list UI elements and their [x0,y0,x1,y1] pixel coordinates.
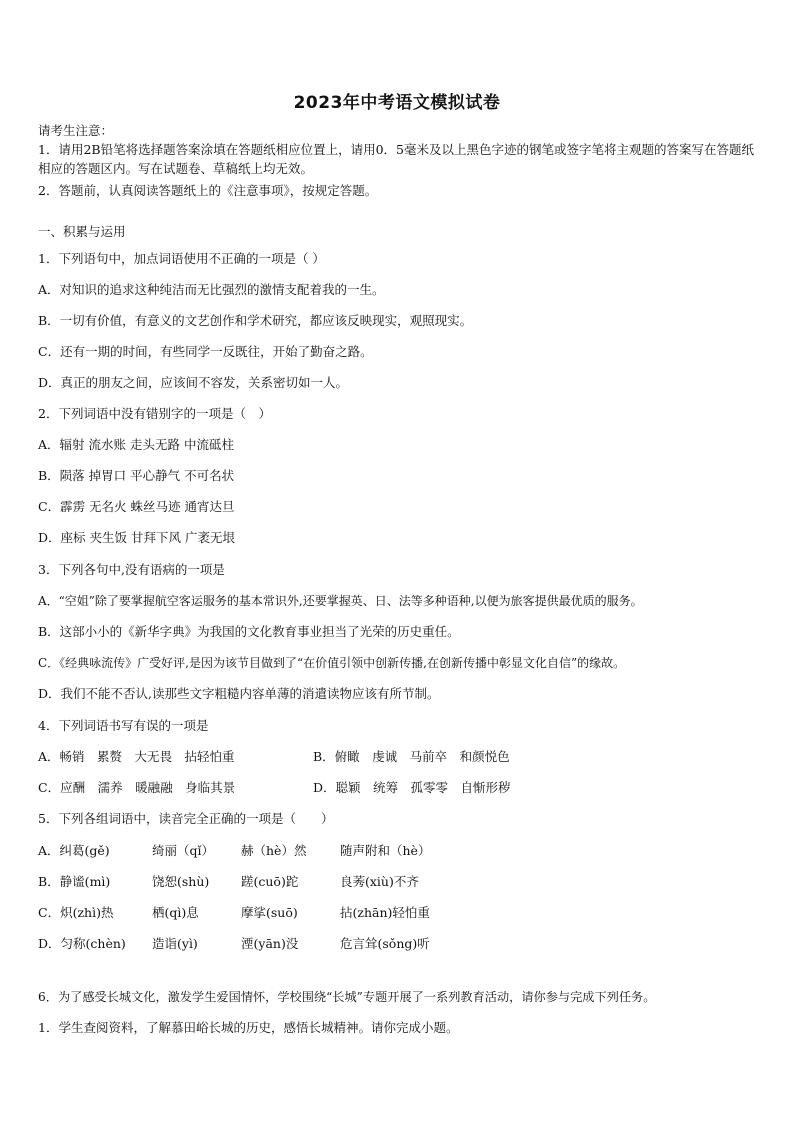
question-4-option-b: B．俯瞰 虔诚 马前卒 和颜悦色 [313,749,510,764]
question-5-option-a-2: 绮丽（qǐ） [152,843,214,858]
question-6-stem: 6．为了感受长城文化，激发学生爱国情怀，学校围绕“长城”专题开展了一系列教育活动，请你参与完成下列任务。 [38,990,656,1004]
question-5-option-c-4: 拈(zhān)轻怕重 [340,905,430,920]
question-1-option-d: D．真正的朋友之间，应该间不容发，关系密切如一人。 [38,375,349,390]
question-4-option-d: D．聪颖 统筹 孤零零 自惭形秽 [313,780,511,795]
question-5-option-a-3: 赫（hè）然 [241,843,307,858]
notice-item-2: 2．答题前，认真阅读答题纸上的《注意事项》，按规定答题。 [38,183,378,198]
question-5-option-b-4: 良莠(xiù)不齐 [340,874,419,889]
question-4-option-a: A．畅销 累赘 大无畏 拈轻怕重 [38,749,235,764]
question-5-option-d-2: 造诣(yì) [152,936,198,951]
notice-item-1: 1．请用2B铅笔将选择题答案涂填在答题纸相应位置上，请用0．5毫米及以上黑色字迹的钢笔或签字笔将主观题的答案写在答题纸相应的答题区内。写在试题卷、草稿纸上均无效。 [38,142,754,176]
question-5-option-d-4: 危言耸(sǒng)听 [340,936,430,951]
question-2-option-d: D．座标 夹生饭 甘拜下风 广袤无垠 [38,530,235,545]
question-3-stem: 3．下列各句中,没有语病的一项是 [38,562,225,577]
question-3-option-d: D．我们不能不否认,读那些文字粗糙内容单薄的消遣读物应该有所节制。 [38,686,440,701]
page-title: 2023年中考语文模拟试卷 [293,93,501,113]
section-heading: 一、积累与运用 [38,224,126,239]
question-2-option-b: B．陨落 掉胃口 平心静气 不可名状 [38,468,235,483]
question-5-option-c-2: 栖(qì)息 [152,905,199,920]
question-1-option-b: B．一切有价值，有意义的文艺创作和学术研究，都应该反映现实，观照现实。 [38,313,473,328]
question-3-option-a: A．“空姐”除了要掌握航空客运服务的基本常识外,还要掌握英、日、法等多种语种,以便为旅客提供最优质的服务。 [38,594,643,608]
question-5-option-b-1: B．静谧(mì) [38,874,111,889]
question-4-stem: 4．下列词语书写有误的一项是 [38,718,209,733]
question-5-option-a-4: 随声附和（hè） [340,843,431,858]
question-2-option-c: C．霹雳 无名火 蛛丝马迹 通宵达旦 [38,499,235,514]
question-2-stem: 2．下列词语中没有错别字的一项是（ ） [38,406,271,421]
question-5-option-d-1: D．匀称(chèn) [38,936,126,951]
question-4-option-c: C．应酬 濡养 暖融融 身临其景 [38,780,236,795]
question-1-option-c: C．还有一期的时间，有些同学一反既往，开始了勤奋之路。 [38,344,373,359]
question-5-option-d-3: 湮(yān)没 [241,936,299,951]
question-6-sub-1: 1．学生查阅资料，了解慕田峪长城的历史，感悟长城精神。请你完成小题。 [38,1020,459,1035]
notice-heading: 请考生注意： [38,123,114,138]
question-1-option-a: A．对知识的追求这种纯洁而无比强烈的激情支配着我的一生。 [38,282,385,297]
question-3-option-c: C．《经典咏流传》广受好评,是因为该节目做到了“在价值引领中创新传播,在创新传播中彰显文化自信”的缘故。 [38,656,626,670]
question-5-option-c-1: C．炽(zhì)热 [38,905,114,920]
question-5-option-b-3: 蹉(cuō)跎 [241,874,299,889]
question-5-stem: 5．下列各组词语中，读音完全正确的一项是（ ） [38,811,334,826]
question-5-option-a-1: A．纠葛(gě) [38,843,110,858]
question-5-option-b-2: 饶恕(shù) [152,874,210,889]
question-3-option-b: B．这部小小的《新华字典》为我国的文化教育事业担当了光荣的历史重任。 [38,624,460,639]
question-5-option-c-3: 摩挲(suō) [241,905,298,920]
question-1-stem: 1．下列语句中，加点词语使用不正确的一项是（ ） [38,251,325,266]
question-2-option-a: A．辐射 流水账 走头无路 中流砥柱 [38,437,234,452]
